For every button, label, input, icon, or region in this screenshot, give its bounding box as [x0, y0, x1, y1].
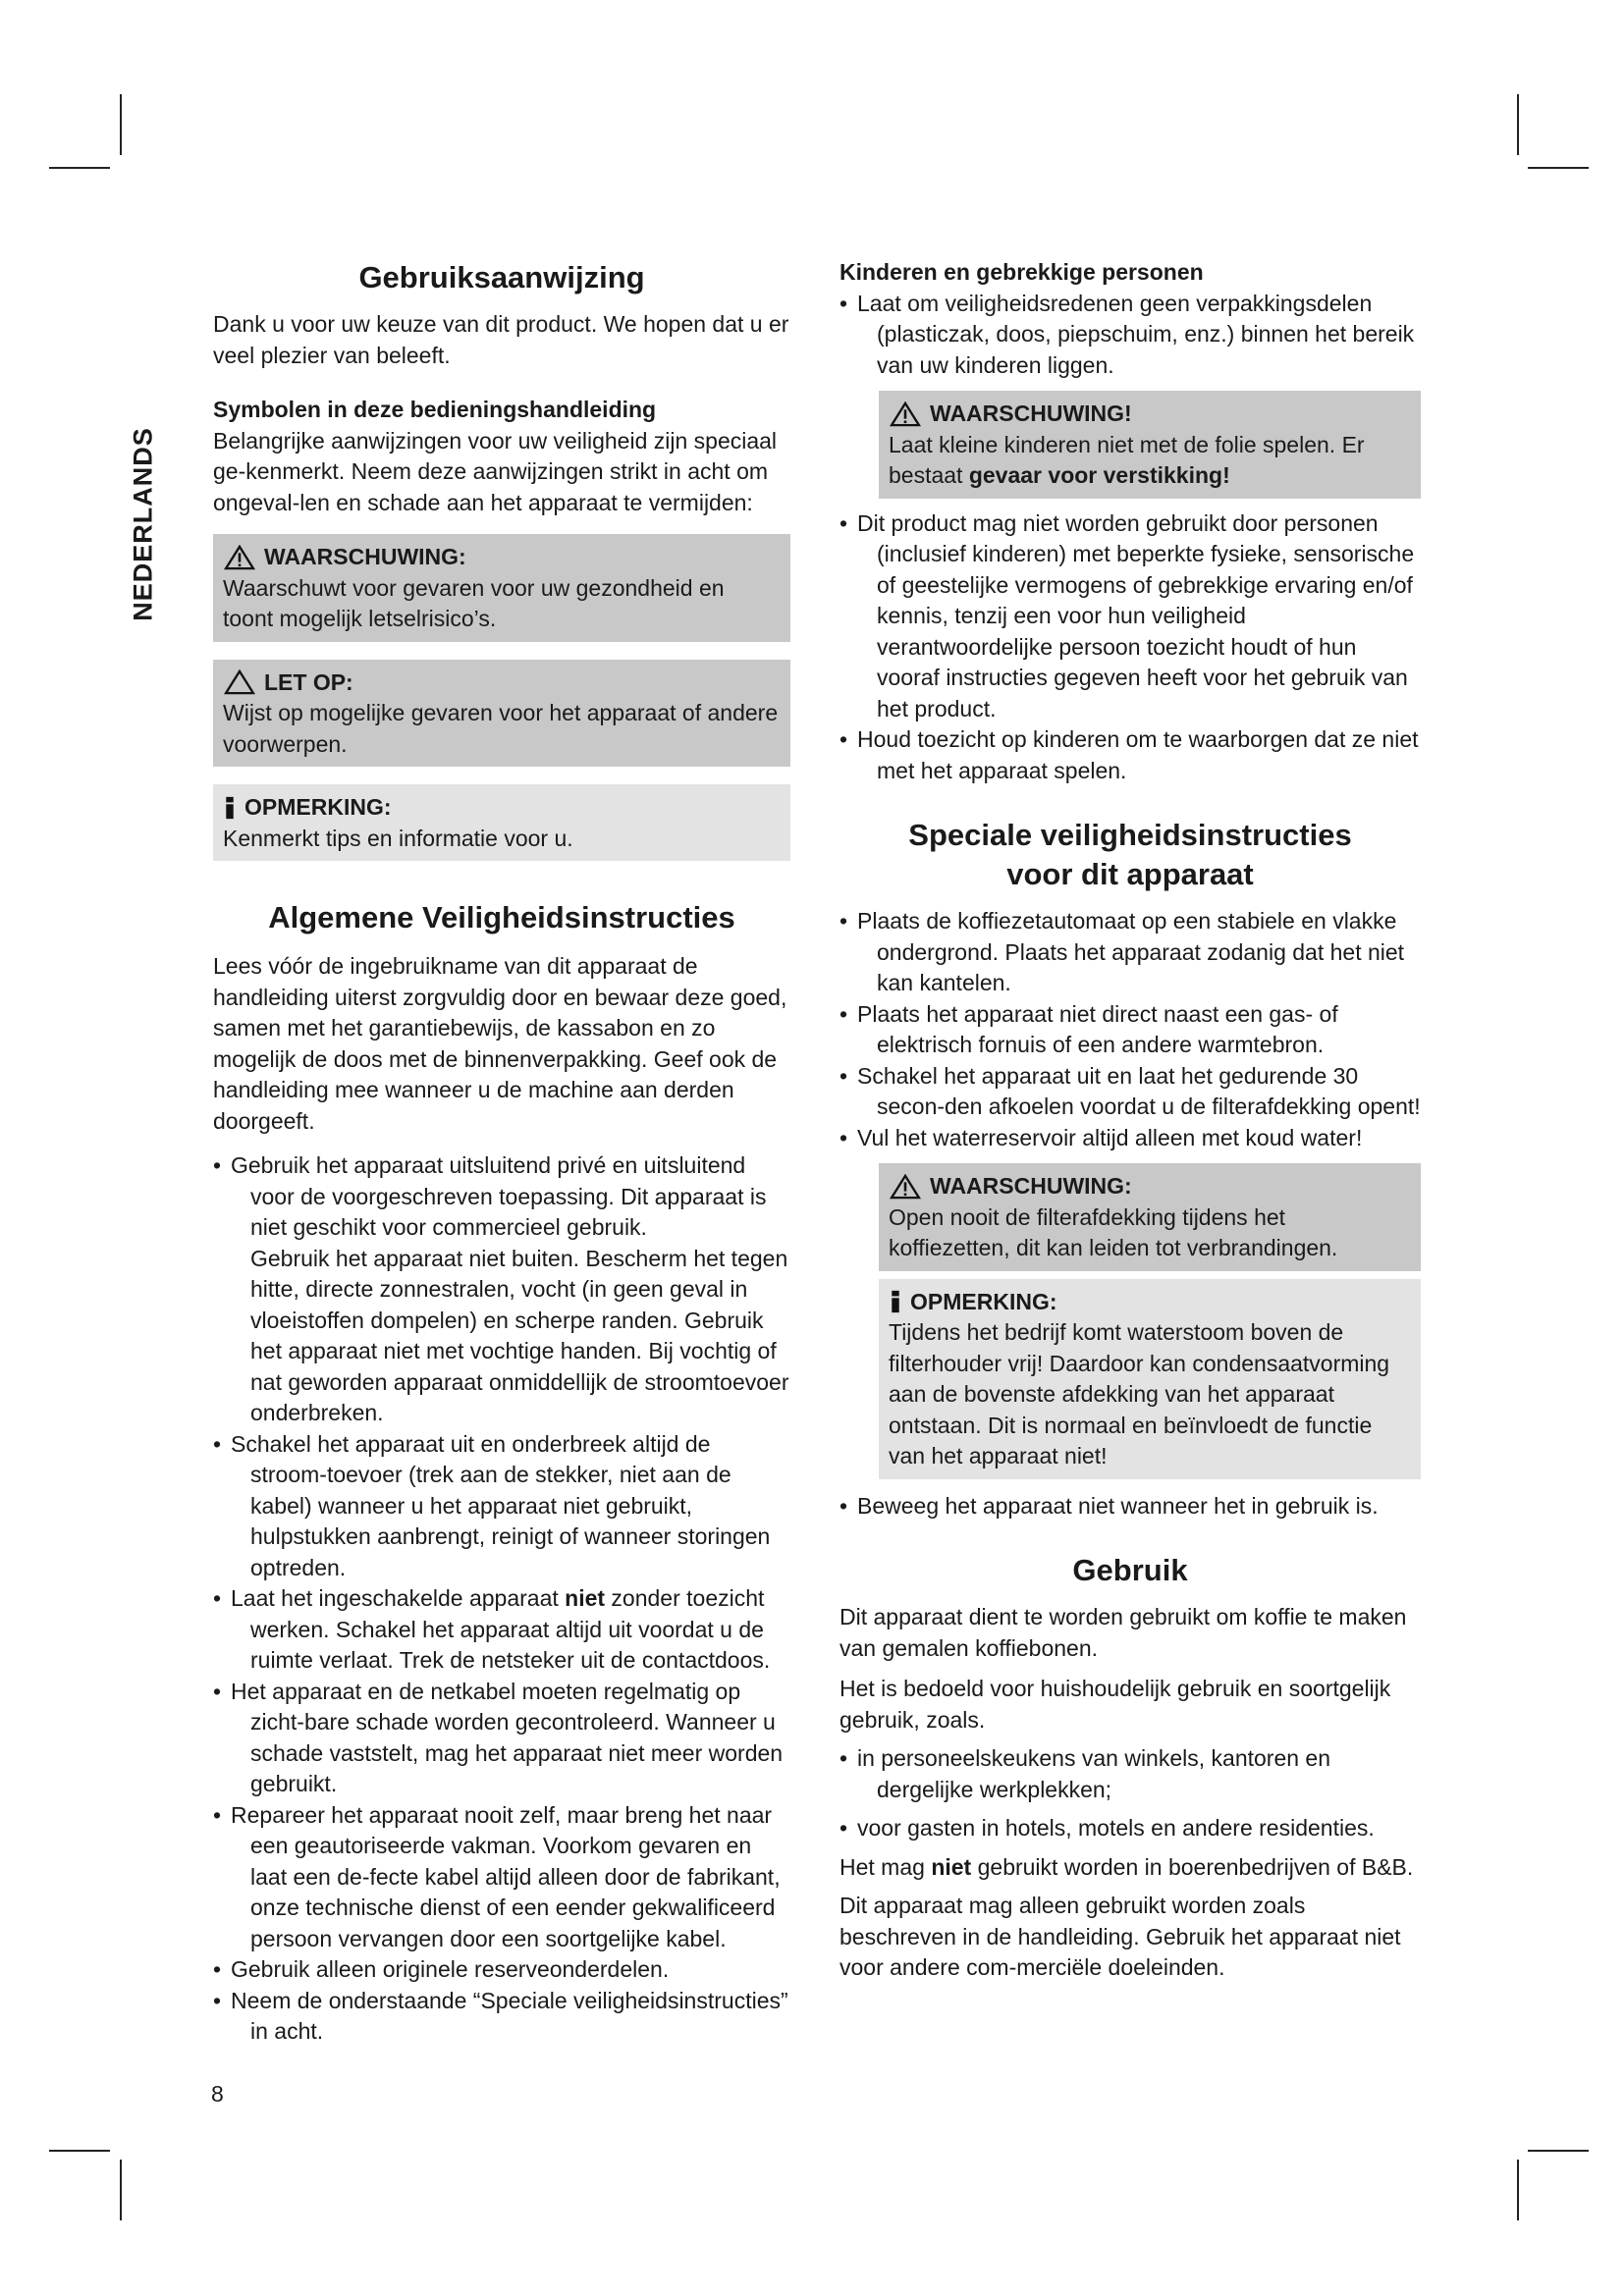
use-paragraph-3	[839, 1852, 1421, 1884]
intro-text: Dank u voor uw keuze van dit product. We hopen dat u er veel plezier van beleeft.	[213, 311, 789, 368]
list-item	[839, 1813, 1421, 1844]
warning-text: Waarschuwt voor gevaren voor uw gezondheid en toont mogelijk letselrisico’s.	[223, 574, 725, 631]
children-heading: Kinderen en gebrekkige personen	[839, 259, 1204, 285]
note-title: OPMERKING:	[910, 1288, 1057, 1314]
list-item	[213, 1954, 790, 1986]
info-icon	[223, 795, 237, 821]
use-paragraph-4: Dit apparaat mag alleen gebruikt worden zoals beschreven in de handleiding. Gebruik het apparaat niet voor andere com-merciële doeleinden.	[839, 1893, 1401, 1980]
crop-mark	[120, 2160, 122, 2220]
warning-box-burn	[879, 1163, 1421, 1271]
bullet-text	[231, 1583, 790, 1677]
left-column	[213, 250, 790, 2048]
list-item	[839, 289, 1421, 382]
list-item	[839, 999, 1421, 1061]
list-item	[213, 1583, 790, 1677]
use-paragraph-2: Het is bedoeld voor huishoudelijk gebruik en soortgelijk gebruik, zoals.	[839, 1676, 1391, 1733]
crop-mark	[49, 167, 110, 169]
list-item	[213, 1150, 790, 1429]
list-item	[213, 1986, 790, 2048]
bullet-text: • Schakel het apparaat uit en laat het gedurende 30 secon-den afkoelen voordat u de filterafdekking opent!	[857, 1062, 1421, 1119]
note-box	[213, 784, 790, 861]
warning-box	[213, 534, 790, 642]
bullet-text: • Houd toezicht op kinderen om te waarborgen dat ze niet met het apparaat spelen.	[857, 726, 1419, 783]
warning-title-row	[889, 1171, 1411, 1202]
warning-title: WAARSCHUWING:	[264, 544, 466, 569]
info-icon	[889, 1289, 902, 1314]
use-paragraph-3-part: Het mag	[839, 1853, 932, 1880]
note-text: Tijdens het bedrijf komt waterstoom boven de filterhouder vrij! Daardoor kan condensaatvorming aan de bovenste afdekking van het apparaat ontstaan. Dit is normaal en beïnvloedt de functie van het apparaat niet!	[889, 1319, 1390, 1468]
language-tab	[122, 427, 165, 621]
use-bullets	[839, 1743, 1421, 1844]
bullet-text-part: Laat het ingeschakelde apparaat	[231, 1585, 566, 1611]
warning-text: Open nooit de filterafdekking tijdens het koffiezetten, dit kan leiden tot verbrandingen.	[889, 1203, 1338, 1260]
warning-title: WAARSCHUWING!	[930, 400, 1132, 426]
bullet-text: • Het apparaat en de netkabel moeten regelmatig op zicht-bare schade worden gecontroleerd. Wanneer u schade vaststelt, mag het apparaat niet meer worden gebruikt.	[231, 1678, 784, 1796]
special-bullets-2	[839, 1491, 1421, 1522]
use-title: Gebruik	[1072, 1553, 1188, 1587]
bullet-text: • Neem de onderstaande “Speciale veiligheidsinstructies” in acht.	[231, 1987, 788, 2044]
list-item	[839, 508, 1421, 725]
bullet-text: • Gebruik het apparaat uitsluitend privé en uitsluitend voor de voorgeschreven toepassing. Dit apparaat is niet geschikt voor commercieel gebruik.	[231, 1152, 767, 1240]
list-item	[839, 1743, 1421, 1805]
symbols-text: Belangrijke aanwijzingen voor uw veiligheid zijn speciaal ge-kenmerkt. Neem deze aanwijzingen strikt in acht om ongeval-len en schade aan het apparaat te vermijden:	[213, 427, 778, 515]
bullet-text: • Gebruik alleen originele reserveonderdelen.	[231, 1956, 670, 1982]
warning-text-bold: gevaar voor verstikking!	[968, 462, 1230, 488]
bullet-text: • Schakel het apparaat uit en onderbreek altijd de stroom-toevoer (trek aan de stekker, niet aan de kabel) wanneer u het apparaat niet gebruikt, hulpstukken aanbrengt, reinigt of wanneer storingen optreden.	[231, 1430, 771, 1580]
children-bullets-2	[839, 508, 1421, 787]
warning-triangle-icon	[889, 1174, 922, 1200]
special-bullets	[839, 906, 1421, 1153]
bullet-text: • Beweeg het apparaat niet wanneer het in gebruik is.	[857, 1492, 1379, 1519]
special-safety-title-2: voor dit apparaat	[1006, 857, 1254, 891]
bullet-text: • Plaats het apparaat niet direct naast een gas- of elektrisch fornuis of een andere warmtebron.	[857, 1000, 1338, 1057]
warning-text-part: Laat kleine kinderen niet met de folie spelen. Er bestaat	[889, 431, 1365, 488]
crop-mark	[49, 2150, 110, 2152]
list-item	[839, 1123, 1421, 1154]
crop-mark	[1528, 2150, 1589, 2152]
bullet-text: • voor gasten in hotels, motels en andere residenties.	[857, 1815, 1375, 1841]
bullet-text: • Dit product mag niet worden gebruikt door personen (inclusief kinderen) met beperkte fysieke, sensorische of geestelijke vermogens of gebrekkige ervaring en/of kennis, tenzij een voor hun veiligheid verantwoordelijke persoon toezicht houdt of hun vooraf instructies gegeven heeft voor het gebruik van het product.	[857, 509, 1415, 721]
list-item	[213, 1800, 790, 1955]
note-title: OPMERKING:	[244, 794, 392, 820]
bullet-text: • Plaats de koffiezetautomaat op een stabiele en vlakke ondergrond. Plaats het apparaat zodanig dat het niet kan kantelen.	[857, 908, 1405, 995]
general-safety-title: Algemene Veiligheidsinstructies	[268, 900, 735, 934]
bullet-text: • Repareer het apparaat nooit zelf, maar breng het naar een geautoriseerde vakman. Voorkom gevaren en laat een de-fecte kabel altijd alleen door de fabrikant, onze technische dienst of een eender gekwalificeerd persoon vervangen door een soortgelijke kabel.	[231, 1801, 781, 1951]
note-text: Kenmerkt tips en informatie voor u.	[223, 825, 573, 851]
bullet-text-bold: niet	[565, 1585, 606, 1611]
symbols-heading: Symbolen in deze bedieningshandleiding	[213, 397, 657, 422]
bullet-text: • Laat om veiligheidsredenen geen verpakkingsdelen (plasticzak, doos, piepschuim, enz.) binnen het bereik van uw kinderen liggen.	[857, 290, 1415, 378]
use-paragraph-1: Dit apparaat dient te worden gebruikt om koffie te maken van gemalen koffiebonen.	[839, 1604, 1407, 1661]
list-item	[213, 1677, 790, 1800]
list-item	[839, 724, 1421, 786]
general-intro: Lees vóór de ingebruikname van dit apparaat de handleiding uiterst zorgvuldig door en bewaar deze goed, samen met het garantiebewijs, de kassabon en zo mogelijk de doos met de binnenverpakking. Geef ook de handleiding mee wanneer u de machine aan derden doorgeeft.	[213, 953, 787, 1134]
warning-triangle-icon	[889, 401, 922, 427]
list-item	[839, 906, 1421, 999]
note-title-row	[223, 792, 781, 824]
bullet-text-part: zonder toezicht werken. Schakel het apparaat altijd uit voordat u de ruimte verlaat. Trek de netsteker uit de contactdoos.	[250, 1585, 771, 1673]
note-box-steam	[879, 1279, 1421, 1479]
caution-box	[213, 660, 790, 768]
crop-mark	[1528, 167, 1589, 169]
warning-title: WAARSCHUWING:	[930, 1173, 1132, 1199]
page-title: Gebruiksaanwijzing	[358, 260, 645, 294]
note-title-row	[889, 1287, 1411, 1318]
page-number: 8	[211, 2081, 224, 2107]
crop-mark	[1517, 94, 1519, 155]
list-item	[839, 1491, 1421, 1522]
bullet-text: Gebruik het apparaat niet buiten. Bescherm het tegen hitte, directe zonnestralen, vocht (in geen geval in vloeistoffen dompelen) en scherpe randen. Gebruik het apparaat niet met vochtige handen. Bij vochtig of nat geworden apparaat onmiddellijk de stroomtoevoer onderbreken.	[250, 1245, 789, 1425]
list-item	[839, 1061, 1421, 1123]
use-paragraph-3-bold: niet	[931, 1853, 972, 1880]
children-bullets	[839, 289, 1421, 382]
caution-title: LET OP:	[264, 668, 353, 695]
right-column	[839, 257, 1421, 1984]
crop-mark	[1517, 2160, 1519, 2220]
warning-title-row	[223, 542, 781, 573]
caution-triangle-icon	[223, 669, 256, 695]
special-safety-title-1: Speciale veiligheidsinstructies	[908, 818, 1352, 852]
crop-mark	[120, 94, 122, 155]
caution-title-row	[223, 667, 781, 699]
warning-triangle-icon	[223, 545, 256, 570]
bullet-text: • Vul het waterreservoir altijd alleen met koud water!	[857, 1124, 1363, 1150]
language-tab-label: NEDERLANDS	[128, 427, 158, 621]
warning-title-row	[889, 399, 1411, 430]
general-bullets	[213, 1150, 790, 2048]
caution-text: Wijst op mogelijke gevaren voor het apparaat of andere voorwerpen.	[223, 700, 779, 757]
use-paragraph-3-part: gebruikt worden in boerenbedrijven of B&B.	[971, 1853, 1414, 1880]
list-item	[213, 1429, 790, 1584]
bullet-text: • in personeelskeukens van winkels, kantoren en dergelijke werkplekken;	[857, 1745, 1331, 1802]
warning-box-suffocation	[879, 391, 1421, 499]
warning-text	[889, 430, 1411, 492]
